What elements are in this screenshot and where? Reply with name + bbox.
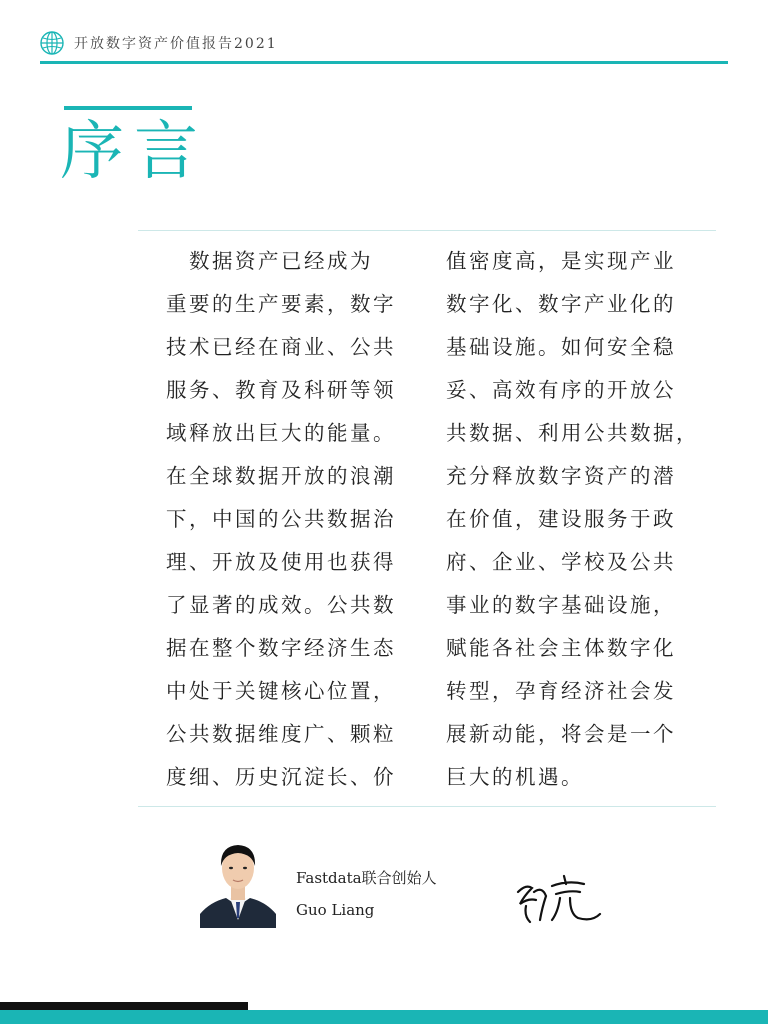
text-line: 重要的生产要素，数字 [166, 292, 396, 316]
text-line: 中处于关键核心位置， [166, 679, 396, 703]
footer-bar-accent [0, 1010, 768, 1024]
header-divider [40, 61, 728, 64]
text-line: 度细、历史沉淀长、价 [166, 765, 396, 789]
author-info [296, 862, 437, 926]
text-line: 府、企业、学校及公共 [446, 550, 676, 574]
text-line: 基础设施。如何安全稳 [446, 335, 676, 359]
text-line: 理、开放及使用也获得 [166, 550, 396, 574]
text-line: 在价值，建设服务于政 [446, 507, 676, 531]
text-line: 妥、高效有序的开放公 [446, 378, 676, 402]
page-header [40, 28, 278, 58]
text-line: 域释放出巨大的能量。 [166, 421, 396, 445]
text-line: 值密度高，是实现产业 [446, 249, 676, 273]
author-block [200, 828, 276, 928]
page-title: 序言 [60, 115, 208, 189]
body-bottom-divider [138, 806, 716, 807]
text-line: 在全球数据开放的浪潮 [166, 464, 396, 488]
text-line: 事业的数字基础设施， [446, 593, 676, 617]
text-line: 巨大的机遇。 [446, 765, 584, 789]
text-line: 赋能各社会主体数字化 [446, 636, 676, 660]
body-top-divider [138, 230, 716, 231]
text-line: 技术已经在商业、公共 [166, 335, 396, 359]
report-title: 开放数字资产价值报告2021 [74, 36, 278, 52]
text-line: 展新动能，将会是一个 [446, 722, 676, 746]
text-line: 了显著的成效。公共数 [166, 593, 396, 617]
text-line: 数据资产已经成为 [166, 249, 373, 273]
text-line: 公共数据维度广、颗粒 [166, 722, 396, 746]
title-accent-bar [64, 106, 192, 110]
text-line: 转型，孕育经济社会发 [446, 679, 676, 703]
text-line: 据在整个数字经济生态 [166, 636, 396, 660]
text-line: 下，中国的公共数据治 [166, 507, 396, 531]
author-photo [200, 828, 276, 928]
text-line: 数字化、数字产业化的 [446, 292, 676, 316]
author-name: Guo Liang [296, 901, 375, 919]
footer-bar-dark [0, 1002, 248, 1010]
handwritten-signature [512, 862, 612, 932]
text-line: 服务、教育及科研等领 [166, 378, 396, 402]
body-column-left [166, 240, 431, 799]
body-column-right [446, 240, 711, 799]
text-line: 共数据、利用公共数据， [446, 421, 699, 445]
globe-icon [40, 31, 64, 55]
author-role: Fastdata联合创始人 [296, 869, 437, 887]
text-line: 充分释放数字资产的潜 [446, 464, 676, 488]
